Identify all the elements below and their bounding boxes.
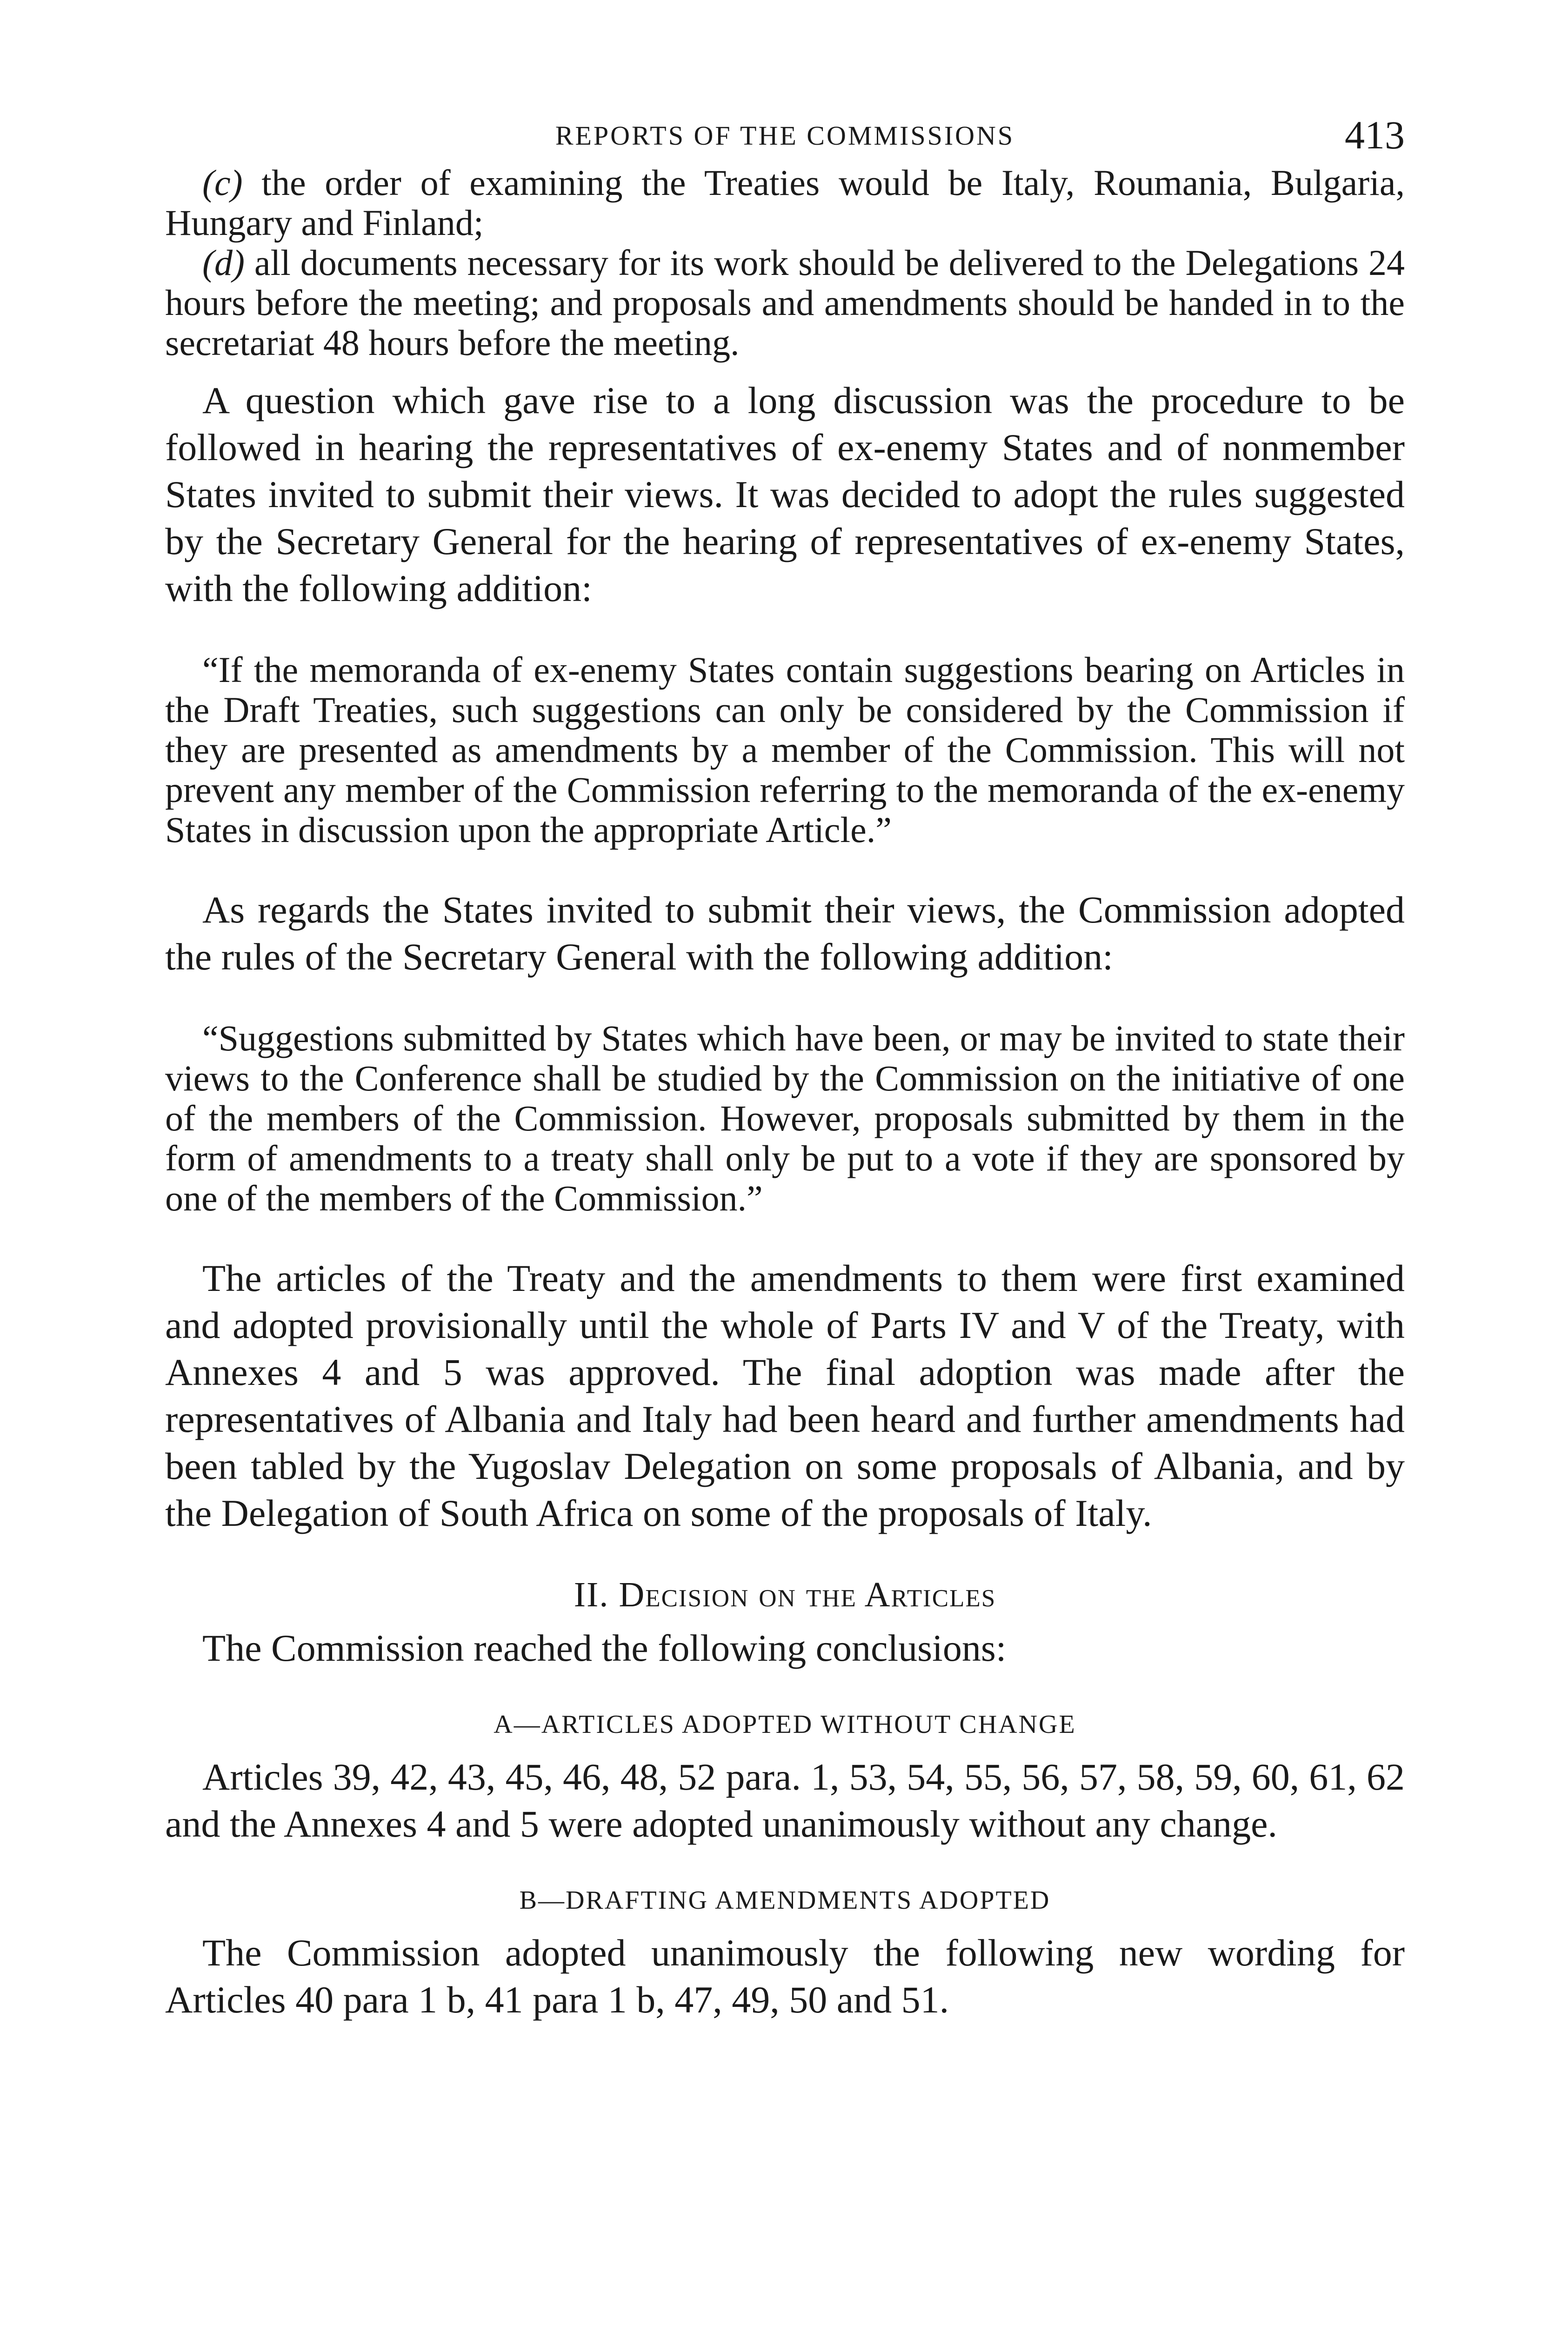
quote-ex-enemy-memoranda: “If the memoranda of ex-enemy States contain suggestions bearing on Articles in the Draft Treaties, such suggestions can only be considered by the Commission if they are presented as amendments by a member of the Commission. This will not prevent any member of the Commission referring to the memoranda of the ex-enemy States in discussion upon the appropriate Article.” <box>165 649 1405 850</box>
running-head <box>165 112 1405 163</box>
paragraph-hearing-procedure: A question which gave rise to a long discussion was the procedure to be followed in hearing the representatives of ex-enemy States and of nonmember States invited to submit their views. It was decided to adopt the rules suggested by the Secretary General for the hearing of representatives of ex-enemy States, with the following addition: <box>165 379 1405 609</box>
quote-suggestions: “Suggestions submitted by States which have been, or may be invited to state their views to the Conference shall be studied by the Commission on the initiative of one of the members of the Commission. However, proposals submitted by them in the form of amendments to a treaty shall only be put to a vote if they are sponsored by one of the members of the Commission.” <box>165 1018 1405 1218</box>
list-item-c <box>165 163 1405 243</box>
list-text-d: all documents necessary for its work should be delivered to the Delegations 24 hours before the meeting; and proposals and amendments should be handed in to the secretariat 48 hours before the meeting. <box>165 242 1405 363</box>
list-text-c: the order of examining the Treaties would be Italy, Roumania, Bulgaria, Hungary and Finland; <box>165 162 1405 243</box>
paragraph-articles-adopted: Articles 39, 42, 43, 45, 46, 48, 52 para. 1, 53, 54, 55, 56, 57, 58, 59, 60, 61, 62 and the Annexes 4 and 5 were adopted unanimously without any change. <box>165 1756 1405 1845</box>
list-label-d: (d) <box>202 242 245 283</box>
page-number: 413 <box>1345 113 1405 157</box>
paragraph-articles-examined: The articles of the Treaty and the amendments to them were first examined and adopted provisionally until the whole of Parts IV and V of the Treaty, with Annexes 4 and 5 was approved. The final adoption was made after the representatives of Albania and Italy had been heard and further amendments had been tabled by the Yugoslav Delegation on some proposals of Albania, and by the Delegation of South Africa on some of the proposals of Italy. <box>165 1257 1405 1534</box>
paragraph-invited-states: As regards the States invited to submit their views, the Commission adopted the rules of the Secretary General with the following addition: <box>165 889 1405 978</box>
section-heading: II. Decision on the Articles <box>574 1575 996 1614</box>
subheading-a: A—ARTICLES ADOPTED WITHOUT CHANGE <box>494 1710 1076 1739</box>
section-intro: The Commission reached the following conclusions: <box>202 1627 1007 1669</box>
list-item-d <box>165 243 1405 363</box>
list-label-c: (c) <box>202 162 243 203</box>
paragraph-drafting-amendments: The Commission adopted unanimously the following new wording for Articles 40 para 1 b, 41 para 1 b, 47, 49, 50 and 51. <box>165 1932 1405 2021</box>
running-title: REPORTS OF THE COMMISSIONS <box>555 120 1015 151</box>
subheading-b: B—DRAFTING AMENDMENTS ADOPTED <box>519 1886 1051 1915</box>
document-page <box>165 112 1405 2061</box>
